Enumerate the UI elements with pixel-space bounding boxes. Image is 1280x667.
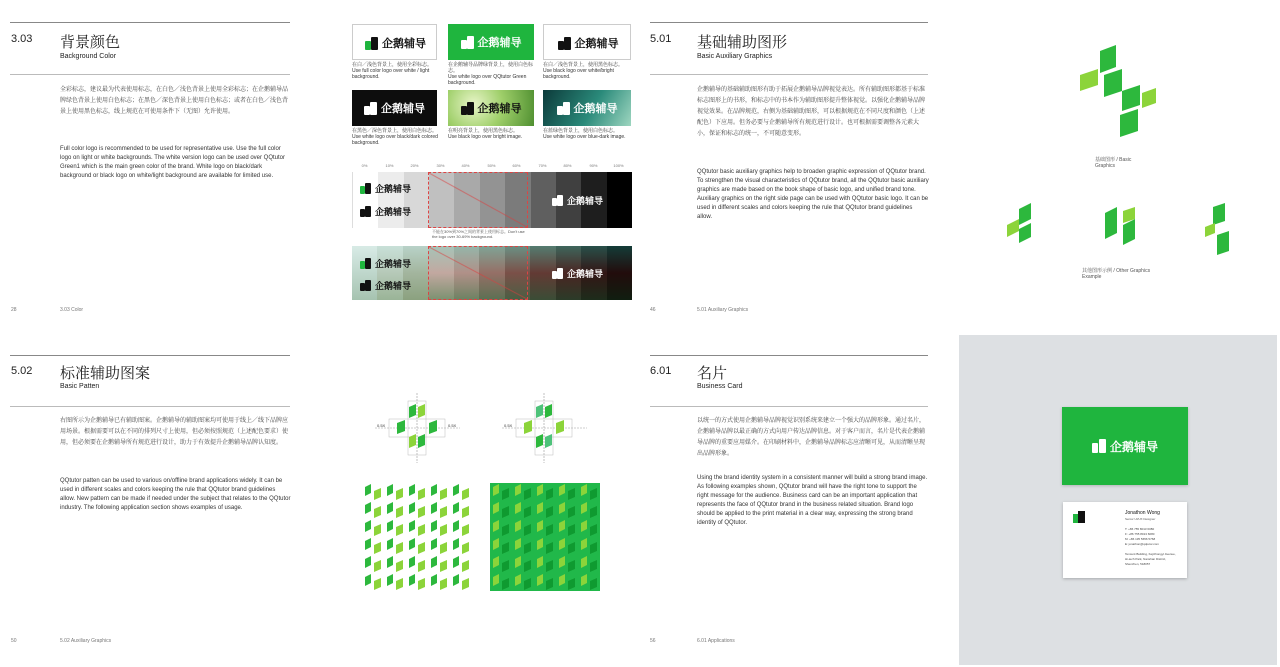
logo-black [448,90,534,126]
page-section-label: 3.03 Color [60,307,84,313]
body-text-cn: 以统一的方式使用企鹅辅导品牌视觉识别系统来建立一个强大的品牌形象。通过名片，企鹅辅导品牌以最正确的方式向用户传达品牌信息。对于客户而言，名片是代表企鹅辅导品牌的重要应用媒介。在印刷材料中，企鹅辅导品牌标志应清晰可见，从而清晰呈现出品牌形象。 [697,417,926,457]
card-title: Senior UI/UX Designer [1125,517,1156,521]
tile-bright-image [448,90,534,126]
example-graphic-icon [1205,203,1245,259]
card-mockup [959,335,1277,665]
grayscale-scale: 0% 10% 20% 30% 40% 50% 60% 70% 80% 90% 100% [361,163,624,168]
page-number: 56 [650,638,656,644]
section-title-en: Background Color [60,53,117,60]
card-name: Jonathon Wong [1125,510,1160,516]
logo-text: 企鹅辅导 [375,281,412,292]
body-text-cn: 企鹅辅导的基础辅助图形有助于拓展企鹅辅导品牌视觉表达。所有辅助图形都基于标准标志图形上的书形，和标志中的书本作为辅助图形提升整体视觉。以强化企鹅辅导品牌视觉效果。在品牌规范，右侧为基础辅助图形，可以根据规范在不同尺度和颜色（上述配色）下应用。但务必要与企鹅辅导所有规范进行设计。也可根据需要调整各元素大小，保证和标志的统一，不可随意变形。 [697,86,926,137]
page-number: 46 [650,307,656,313]
tile-caption: 在明亮背景上，使用黑色标志。 Use black logo over bright image. [448,128,523,140]
dimension-label: 0.5X [377,423,386,428]
tile-green-bg [448,24,534,60]
tile-caption: 在企鹅辅导品牌绿背景上，使用白色标志。 Use white logo over QQtutor Green background. [448,62,534,86]
logo-text: 企鹅辅导 [1109,439,1158,454]
logo-text: 企鹅辅导 [375,207,412,218]
page-section-label: 5.02 Auxiliary Graphics [60,638,112,644]
logo-mark-icon [552,195,563,206]
example-graphic-icon [1005,203,1045,249]
logo-text: 企鹅辅导 [567,196,604,207]
logo-text: 企鹅辅导 [375,259,412,270]
section-title-en: Basic Auxiliary Graphics [697,53,773,60]
body-text-en: Using the brand identity system in a consistent manner will build a strong brand image. As following examples shown, QQtutor brand will have the right tone to support the right message for the audience. Business card can be an important application that represents the face of QQtutor brand in the business related situation. Brand logo should be applied to the print material in a clear way, expressing the strong brand identity of QQtutor. [697,475,928,526]
logo-mark-icon [1092,439,1106,453]
logo-mark-icon [360,258,371,269]
logo-mark-icon [557,102,570,115]
section-number: 5.02 [11,365,33,377]
pattern-swatch-white-icon [362,483,472,591]
logo-mark-icon [552,268,563,279]
body-text-cn: 右图所示为企鹅辅导已有辅助图案。企鹅辅导的辅助图案均可使用于线上／线下品牌应用场景。根据需要可以在不同的排列尺寸上使用，但必须按照规范（上述配色要求）使用，但必须要在企鹅辅导所有规范进行设计，助力于有效提升企鹅辅导品牌认知度。 [60,417,289,446]
section-title-cn: 标准辅助图案 [60,364,151,382]
tile-caption: 在白／浅色背景上，使用黑色标志。 Use black logo over white/bright background. [543,62,624,80]
logo-mark-icon [360,206,371,217]
page-section-label: 6.01 Applications [697,638,735,644]
body-text-cn: 全彩标志，建议最为代表使用标志，在白色／浅色背景上使用全彩标志；在企鹅辅导品牌绿色背景上使用白色标志；在黑色／深色背景上使用白色标志；或者在白色／浅色背景上使用黑色标志，线上规范在可使用条件下（无图）允许使用。 [60,86,289,115]
logo-mark-icon [360,280,371,291]
top-rule [10,355,290,356]
card-back [1063,502,1187,578]
pattern-swatch-green-icon [490,483,600,591]
logo-text: 企鹅辅导 [573,102,618,115]
title-rule [650,406,928,407]
body-text-en: QQtutor basic auxiliary graphics help to broaden graphic expression of QQtutor brand. To strengthen the visual characteristics of QQtutor brand, all the QQtutor basic auxiliary graphics are made based on the book shape of basic logo, and unified brand tone. Auxiliary graphics on the right side page can be used with QQtutor basic logo. It can be used in different scales and colors keeping the rule that QQtutor brand guidelines allow. [697,169,929,220]
tile-dark-image [543,90,631,126]
logo-text: 企鹅辅导 [382,37,426,50]
page-background-color [0,0,640,333]
logo-text: 企鹅辅导 [375,184,412,195]
top-rule [650,22,928,23]
logo-mark-icon [360,183,371,194]
logo-white [552,190,612,210]
page-business-card [640,333,1280,667]
logo-text: 企鹅辅导 [477,36,522,49]
page-number: 28 [11,307,17,313]
tile-light-bg [543,24,631,60]
basic-graphic-icon [1080,45,1160,145]
logo-text: 企鹅辅导 [567,269,604,280]
other-graphics-caption: 其他图形示例 / Other Graphics Example [1082,268,1151,280]
tile-caption: 在白／浅色背景上，使用全彩标志。 Use full color logo over white / light background. [352,62,433,80]
forbidden-note: 不能在30%到70%之间的背景上使用标志。Don't use the logo over 30-69% background. [432,229,525,239]
page-number: 50 [11,638,17,644]
logo-white [552,263,612,283]
logo-white [352,90,437,126]
logo-black [360,275,420,295]
logo-text: 企鹅辅导 [477,102,522,115]
title-rule [650,74,928,75]
logo-mark-icon [365,37,378,50]
logo-white [1062,407,1188,485]
example-graphic-icon [1103,207,1143,251]
logo-full-color [360,178,420,198]
logo-black [360,201,420,221]
logo-mark-icon [461,36,474,49]
tile-caption: 在黑色／深色背景上，使用白色标志。 Use white logo over black/dark colored background. [352,128,438,146]
dimension-label: 0.5X [448,423,457,428]
body-text-en: Full color logo is recommended to be used for representative use. Use the full color logo on light or white backgrounds. The white version logo can be used over QQtutor Green1 which is the main green color of the brand. White logo on black/dark background or black logo on white/light background are available for limited use. [60,146,286,179]
tile-black-bg [352,90,437,126]
forbidden-zone [428,246,528,300]
logo-mark-icon [558,37,571,50]
page-auxiliary-graphics [640,0,1280,333]
logo-white [448,24,534,60]
tile-white-bg [352,24,437,60]
logo-full-color [353,25,438,61]
dimension-label: 0.5X [504,423,513,428]
title-rule [10,74,290,75]
tile-caption: 在蓝绿色背景上，使用白色标志。 Use white logo over blue-dark image. [543,128,626,140]
logo-text: 企鹅辅导 [574,37,619,50]
top-rule [10,22,290,23]
section-title-cn: 名片 [697,364,728,382]
body-text-en: QQtutor patten can be used to various on/offline brand applications widely. It can be used in different scales and colors keeping the rule that QQtutor brand guidelines allow. New pattern can be made if needed under the subject that relates to the QQtutor industry. The following application section shows examples of usage. [60,478,291,511]
page-section-label: 5.01 Auxiliary Graphics [697,307,749,313]
section-title-cn: 背景颜色 [60,33,121,51]
top-rule [650,355,928,356]
page-basic-pattern [0,333,640,667]
section-number: 3.03 [11,33,33,45]
logo-mark-icon [1073,511,1085,523]
card-contact: T: +86 755 8013 6080 F: +86 755 8013 6080 M: +86 135 5656 5768 E: jonathon@qqtutor.com [1125,527,1159,546]
forbidden-zone [428,172,528,228]
logo-white [543,90,631,126]
section-number: 5.01 [650,33,672,45]
logo-full-color [360,253,420,273]
section-number: 6.01 [650,365,672,377]
logo-text: 企鹅辅导 [381,102,425,115]
logo-black [544,25,632,61]
section-title-cn: 基础辅助图形 [697,33,788,51]
section-title-en: Basic Patten [60,383,100,390]
basic-graphic-caption: 基础图形 / Basic Graphics [1095,157,1132,169]
card-front [1062,407,1188,485]
pattern-construction-icon [502,393,587,463]
title-rule [10,406,290,407]
logo-mark-icon [364,102,377,115]
logo-mark-icon [461,102,474,115]
card-address: Tencent Building, Kejizhongyi Avenue, Hi-tech Park, Nanshan District, Shenzhen, 518057 [1125,552,1176,566]
section-title-en: Business Card [697,383,743,390]
